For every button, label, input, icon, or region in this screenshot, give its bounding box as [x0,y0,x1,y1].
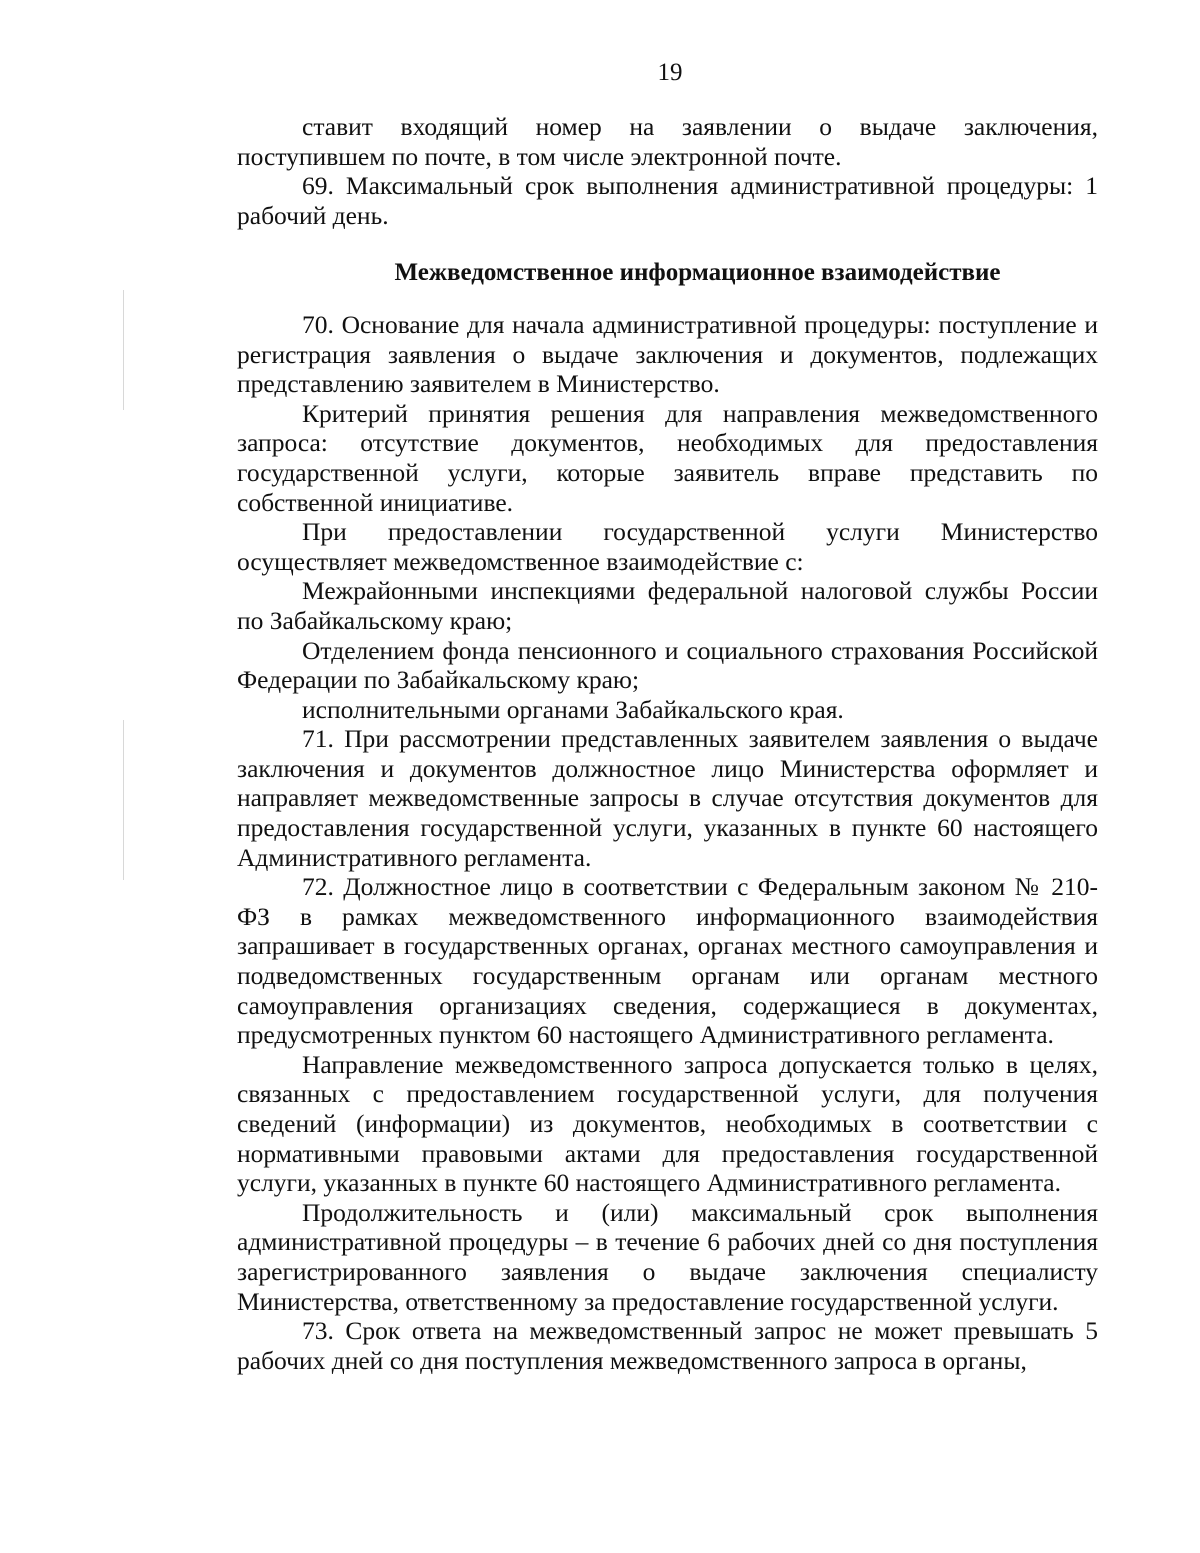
paragraph: Продолжительность и (или) максимальный срок выполнения административной процедуры – в течение 6 рабочих дней со дня поступления зарегистрированного заявления о выдаче заключения специалисту Министерства, ответственному за предоставление государственной услуги. [237,1197,1098,1316]
list-item: Отделением фонда пенсионного и социального страхования Российской Федерации по Забайкальскому краю; [237,635,1098,695]
paragraph: 69. Максимальный срок выполнения административной процедуры: 1 рабочий день. [237,171,1098,230]
scan-edge-mark [123,720,124,880]
page-number: 19 [657,59,683,86]
scan-edge-mark [123,290,124,410]
paragraph-73: 73. Срок ответа на межведомственный запрос не может превышать 5 рабочих дней со дня поступления межведомственного запроса в органы, [237,1316,1098,1375]
paragraph: ставит входящий номер на заявлении о выдаче заключения, поступившем по почте, в том числе электронной почте. [237,112,1098,171]
list-item: исполнительными органами Забайкальского края. [302,694,844,724]
paragraph-71: 71. При рассмотрении представленных заявителем заявления о выдаче заключения и документов должностное лицо Министерства оформляет и направляет межведомственные запросы в случае отсутствия документов для предоставления государственной услуги, указанных в пункте 60 настоящего Административного регламента. [237,724,1098,872]
paragraph: Направление межведомственного запроса допускается только в целях, связанных с предоставлением государственной услуги, для получения сведений (информации) из документов, необходимых в соответствии с нормативными правовыми актами для предоставления государственной услуги, указанных в пункте 60 настоящего Административного регламента. [237,1049,1098,1198]
paragraph: Критерий принятия решения для направления межведомственного запроса: отсутствие документов, необходимых для предоставления государственной услуги, которые заявитель вправе представить по собственной инициативе. [237,398,1098,517]
list-item: Межрайонными инспекциями федеральной налоговой службы России по Забайкальскому краю; [237,576,1098,635]
paragraph: При предоставлении государственной услуги Министерство осуществляет межведомственное взаимодействие с: [237,517,1098,576]
paragraph-70: 70. Основание для начала административной процедуры: поступление и регистрация заявления о выдаче заключения и документов, подлежащих представлению заявителем в Министерство. [237,309,1098,399]
section-heading: Межведомственное информационное взаимодействие [394,259,1001,287]
document-body [237,112,1098,1375]
paragraph-72: 72. Должностное лицо в соответствии с Федеральным законом № 210-ФЗ в рамках межведомственного информационного взаимодействия запрашивает в государственных органах, органах местного самоуправления и подведомственных государственным органам или органам местного самоуправления организациях сведения, содержащиеся в документах, предусмотренных пунктом 60 настоящего Административного регламента. [237,872,1098,1050]
